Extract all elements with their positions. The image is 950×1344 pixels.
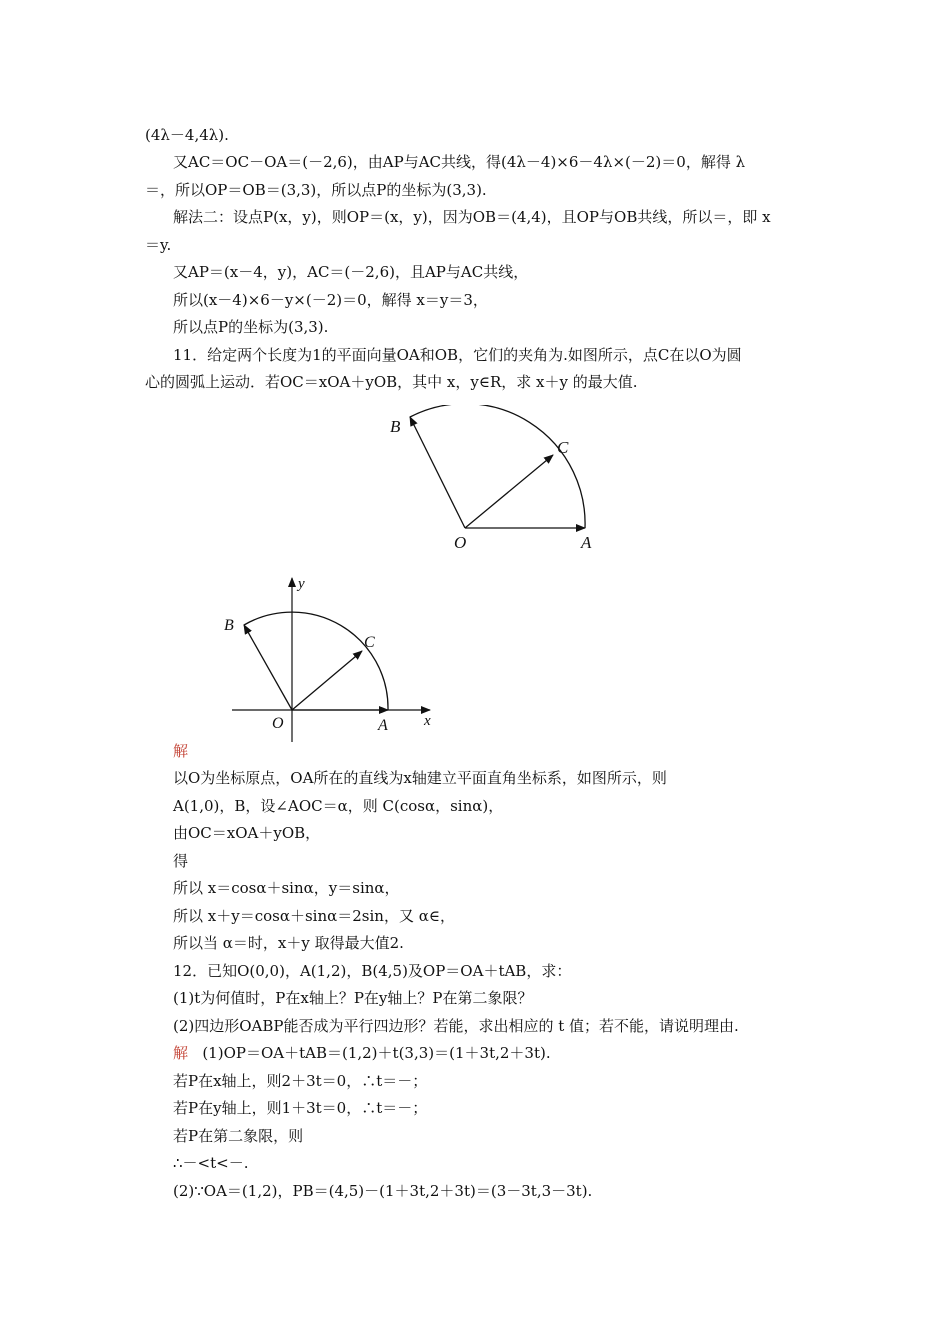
arc — [244, 612, 388, 710]
line-s12-5: (2)∵OA＝(1,2)，PB＝(4,5)－(1＋3t,2＋3t)＝(3－3t,3－3t). — [173, 1182, 593, 1200]
line-s12-1: 若P在x轴上，则2＋3t＝0，∴t＝－； — [173, 1072, 428, 1090]
line-s11-7: 所以当 α＝时，x＋y 取得最大值2. — [173, 934, 404, 952]
problem-11-line-1: 11．给定两个长度为1的平面向量OA和OB，它们的夹角为.如图所示，点C在以O为圆 — [173, 346, 742, 364]
label-b: B — [390, 417, 401, 436]
label-o: O — [454, 533, 467, 552]
label-x: x — [424, 713, 431, 729]
label-c: C — [557, 438, 569, 457]
line-4: 解法二：设点P(x，y)，则OP＝(x，y)，因为OB＝(4,4)，且OP与OB共线，所以＝，即 x — [173, 208, 771, 226]
line-s11-6: 所以 x＋y＝cosα＋sinα＝2sin，又 α∈， — [173, 907, 455, 925]
label-a: A — [378, 717, 388, 734]
label-c: C — [364, 634, 375, 651]
vector-oc — [292, 651, 362, 710]
problem-12-line-2: (1)t为何值时，P在x轴上？P在y轴上？P在第二象限？ — [173, 989, 533, 1007]
line-s12-4: ∴－<t<－. — [173, 1154, 249, 1172]
line-s11-1: 以O为坐标原点，OA所在的直线为x轴建立平面直角坐标系，如图所示，则 — [173, 769, 667, 787]
vector-oc — [465, 455, 553, 528]
problem-12-line-1: 12．已知O(0,0)，A(1,2)，B(4,5)及OP＝OA＋tAB，求： — [173, 962, 572, 980]
solution-12-text: (1)OP＝OA＋tAB＝(1,2)＋t(3,3)＝(1＋3t,2＋3t). — [202, 1044, 551, 1062]
line-s11-4: 得 — [173, 852, 189, 870]
figure-2 — [220, 570, 445, 745]
vector-ob — [244, 625, 292, 710]
line-5: ＝y. — [145, 236, 172, 254]
label-y: y — [298, 576, 305, 592]
label-b: B — [224, 617, 234, 634]
problem-11-line-2: 心的圆弧上运动．若OC＝xOA＋yOB，其中 x，y∈R，求 x＋y 的最大值. — [145, 373, 638, 391]
arc — [410, 405, 585, 528]
line-1: (4λ－4,4λ). — [145, 126, 229, 144]
figure-1 — [380, 405, 610, 555]
line-s12-3: 若P在第二象限，则 — [173, 1127, 304, 1145]
label-a: A — [581, 533, 592, 552]
line-s11-5: 所以 x＝cosα＋sinα，y＝sinα， — [173, 879, 400, 897]
line-s12-2: 若P在y轴上，则1＋3t＝0，∴t＝－； — [173, 1099, 428, 1117]
line-7: 所以(x－4)×6－y×(－2)＝0，解得 x＝y＝3， — [173, 291, 488, 309]
solution-label-11: 解 — [173, 742, 189, 760]
line-8: 所以点P的坐标为(3,3). — [173, 318, 329, 336]
line-s11-2: A(1,0)，B，设∠AOC＝α，则 C(cosα，sinα)， — [173, 797, 504, 815]
label-o: O — [272, 715, 284, 732]
line-6: 又AP＝(x－4，y)，AC＝(－2,6)，且AP与AC共线， — [173, 263, 529, 281]
line-s11-3: 由OC＝xOA＋yOB， — [173, 824, 321, 842]
vector-ob — [410, 417, 465, 528]
line-3: ＝，所以OP＝OB＝(3,3)，所以点P的坐标为(3,3). — [145, 181, 487, 199]
problem-12-line-3: (2)四边形OABP能否成为平行四边形？若能，求出相应的 t 值；若不能，请说明理由. — [173, 1017, 739, 1035]
solution-12-first-line — [173, 1043, 551, 1063]
line-2: 又AC＝OC－OA＝(－2,6)，由AP与AC共线，得(4λ－4)×6－4λ×(－2)＝0，解得 λ — [173, 153, 746, 171]
solution-label-12: 解 — [173, 1044, 189, 1062]
